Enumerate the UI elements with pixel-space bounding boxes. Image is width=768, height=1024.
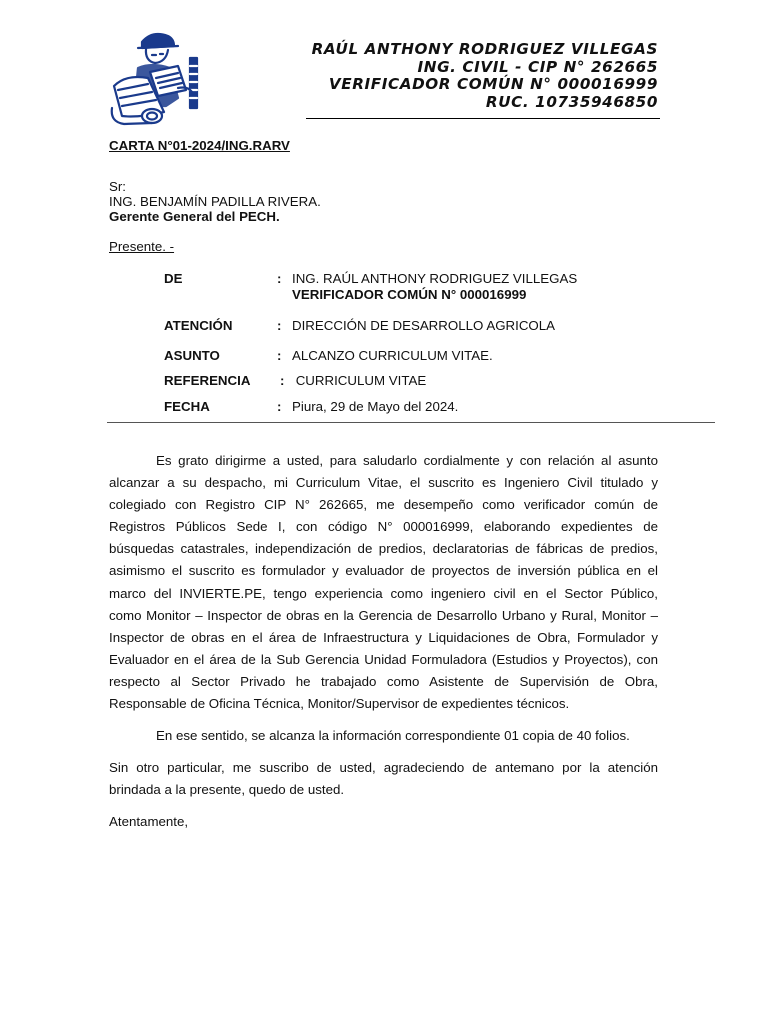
paragraph-line: Responsable de Oficina Técnica, Monitor/Supervisor de expedientes técnicos.: [109, 696, 570, 712]
paragraph-line: En ese sentido, se alcanza la información correspondiente 01 copia de 40 folios.: [156, 728, 630, 743]
header-verifier: VERIFICADOR COMÚN N° 000016999: [328, 75, 658, 93]
field-label-asunto: ASUNTO: [164, 348, 220, 363]
presente: Presente. -: [109, 239, 175, 254]
paragraph-line: como Monitor – Inspector de obras en la Gerencia de Desarrollo Urbano y Rural, Monitor –: [109, 607, 658, 623]
recipient-salutation: Sr:: [109, 179, 126, 194]
field-value-de-2: VERIFICADOR COMÚN N° 000016999: [292, 287, 527, 302]
paragraph-line: colegiado con Registro CIP N° 262665, me desempeño como verificador común de: [109, 497, 658, 513]
letter-number: CARTA N°01-2024/ING.RARV: [109, 138, 290, 153]
field-value-de: ING. RAÚL ANTHONY RODRIGUEZ VILLEGAS: [292, 271, 578, 286]
field-colon: :: [277, 348, 282, 363]
paragraph-line: brindada a la presente, quedo de usted.: [109, 782, 345, 798]
closing: Atentamente,: [109, 814, 189, 829]
header-name: RAÚL ANTHONY RODRIGUEZ VILLEGAS: [311, 40, 658, 58]
field-colon: :: [280, 373, 285, 388]
header-cip: ING. CIVIL - CIP N° 262665: [417, 57, 658, 76]
paragraph-line: Sin otro particular, me suscribo de usted, agradeciendo de antemano por la atención: [109, 760, 658, 775]
header-ruc: RUC. 10735946850: [485, 92, 658, 111]
paragraph-line: Registros Públicos Sede I, con código N° 000016999, elaborando expedientes de: [109, 519, 658, 535]
paragraph-line: Evaluador en el área de la Sub Gerencia Unidad Formuladora (Estudios y Proyectos), con: [109, 651, 658, 667]
field-colon: :: [277, 399, 282, 414]
field-colon: :: [277, 318, 282, 333]
field-value-fecha: Piura, 29 de Mayo del 2024.: [292, 399, 459, 414]
field-value-atencion: DIRECCIÓN DE DESARROLLO AGRICOLA: [292, 318, 556, 333]
section-divider: [107, 422, 715, 423]
field-label-atencion: ATENCIÓN: [164, 318, 233, 333]
field-value-referencia: CURRICULUM VITAE: [292, 373, 427, 388]
letterhead: [312, 41, 658, 111]
paragraph-line: asimismo el suscrito es formulador y evaluador de proyectos de inversión pública en el: [109, 563, 658, 579]
body-paragraph-3: [109, 757, 658, 801]
recipient-name: ING. BENJAMÍN PADILLA RIVERA.: [109, 194, 321, 209]
field-label-fecha: FECHA: [164, 399, 210, 414]
body-paragraph-1: [109, 450, 658, 715]
paragraph-line: búsquedas catastrales, independización de predios, declaratorias de fábricas de predios,: [109, 541, 658, 557]
header-divider: [306, 118, 660, 119]
recipient-role: Gerente General del PECH.: [109, 209, 280, 224]
field-value-asunto: ALCANZO CURRICULUM VITAE.: [292, 348, 493, 363]
field-colon: :: [277, 271, 282, 286]
engineer-logo-icon: [108, 28, 210, 132]
paragraph-line: Es grato dirigirme a usted, para saludarlo cordialmente y con relación al asunto: [156, 453, 658, 468]
field-label-referencia: REFERENCIA: [164, 373, 251, 388]
paragraph-line: respecto al Sector Privado he trabajado como Asistente de Supervisión de Obra,: [109, 673, 658, 689]
paragraph-line: marco del INVIERTE.PE, tengo experiencia como ingeniero civil en el Sector Público,: [109, 585, 658, 601]
paragraph-line: Inspector de obras en el área de Infraestructura y Liquidaciones de Obra, Formulador y: [109, 629, 658, 645]
paragraph-line: alcanzar a su despacho, mi Curriculum Vitae, el suscrito es Ingeniero Civil titulado y: [109, 475, 658, 491]
body-paragraph-2: [109, 725, 658, 747]
field-label-de: DE: [164, 271, 183, 286]
